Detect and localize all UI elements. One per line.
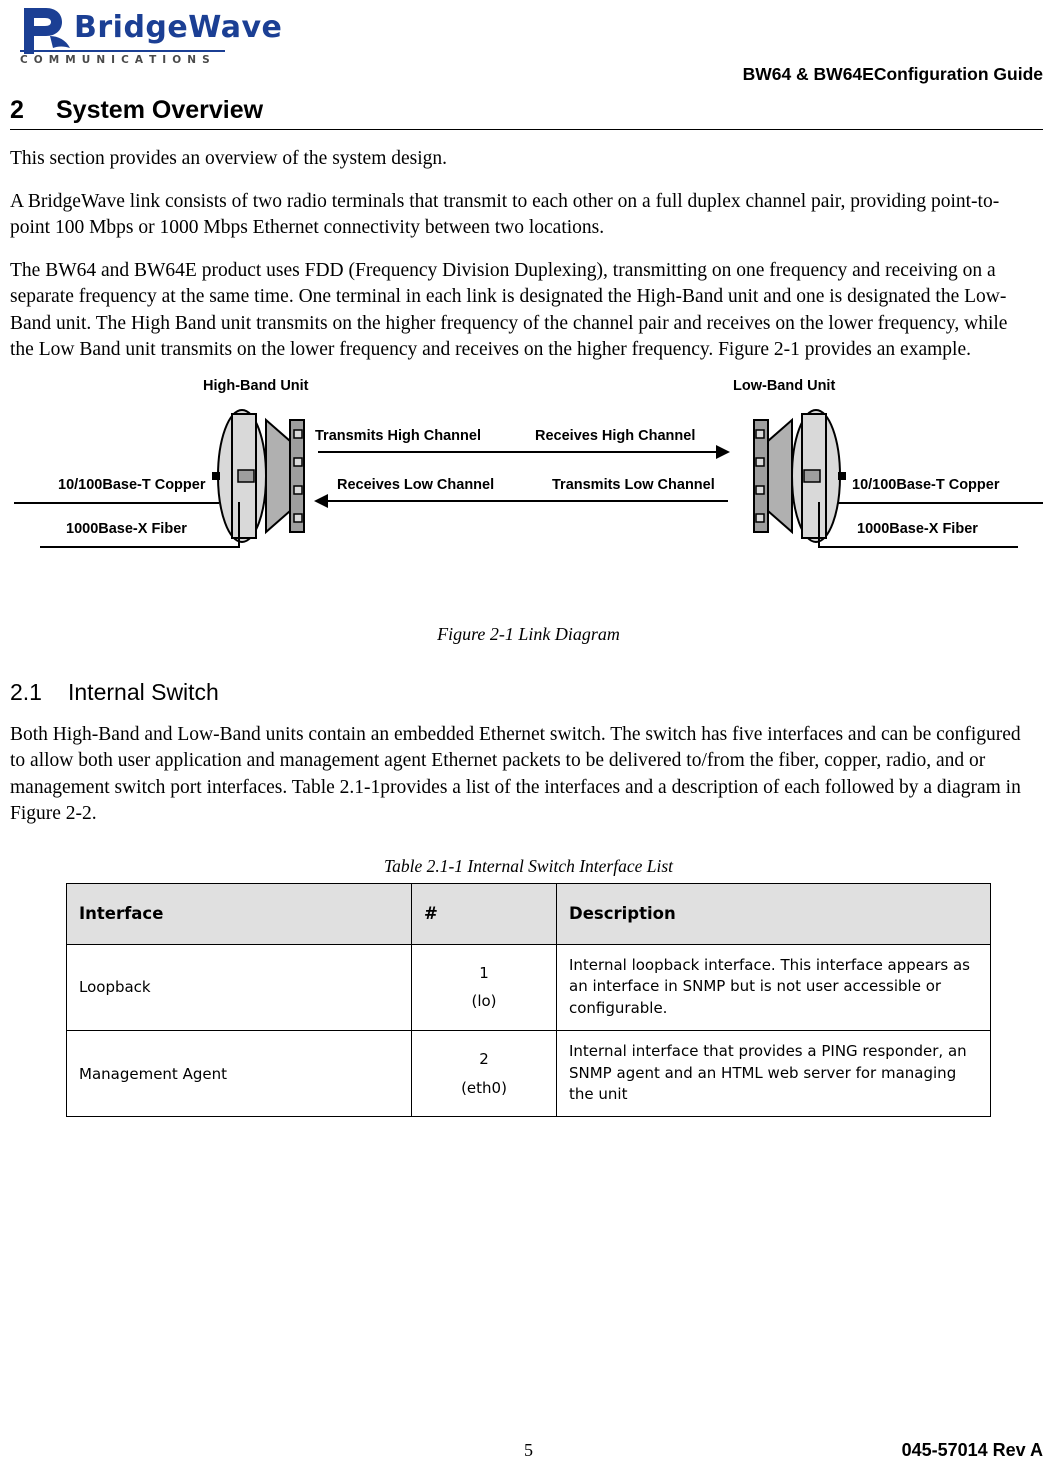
- table-header-number: #: [412, 883, 557, 944]
- header-document-title: BW64 & BW64EConfiguration Guide: [742, 64, 1043, 84]
- paragraph-1: This section provides an overview of the system design.: [10, 148, 448, 169]
- bridgewave-logo: [12, 4, 283, 86]
- figure-transmits-low-label: Transmits Low Channel: [552, 476, 715, 493]
- figure-caption: Figure 2-1 Link Diagram: [437, 623, 620, 644]
- right-fiber-riser: [818, 502, 820, 548]
- paragraph-2: A BridgeWave link consists of two radio terminals that transmit to each other on a full duplex channel pair, providing point-to-point 100 Mbps or 1000 Mbps Ethernet connectivity between two locations.: [10, 190, 1000, 239]
- footer-document-id: 045-57014 Rev A: [901, 1440, 1043, 1460]
- subsection-title: Internal Switch: [68, 678, 219, 705]
- left-fiber-line: [40, 546, 240, 548]
- cell-number-value: 1: [479, 963, 489, 982]
- table-row: [67, 944, 991, 1030]
- logo-underline: [20, 50, 225, 52]
- logo-wordmark: BridgeWave: [74, 10, 283, 45]
- figure-high-band-label: High-Band Unit: [203, 377, 309, 394]
- table-header-row: [67, 883, 991, 944]
- figure-left-fiber-label: 1000Base-X Fiber: [66, 520, 187, 537]
- cell-interface-description: Internal interface that provides a PING responder, an SNMP agent and an HTML web server for managing the unit: [557, 1030, 991, 1116]
- cell-interface-name: Loopback: [67, 944, 412, 1030]
- cell-number-alias: (lo): [471, 992, 497, 1011]
- arrow-low-channel-line: [328, 500, 728, 502]
- left-fiber-riser: [238, 502, 240, 548]
- logo-mark-icon: [20, 6, 72, 56]
- figure-low-band-label: Low-Band Unit: [733, 377, 836, 394]
- table-caption: Table 2.1-1 Internal Switch Interface List: [383, 855, 674, 876]
- cell-number-alias: (eth0): [461, 1078, 507, 1097]
- paragraph-3: The BW64 and BW64E product uses FDD (Frequency Division Duplexing), transmitting on one frequency and receiving on a separate frequency at the same time. One terminal in each link is designated the High-Band unit and one is designated the Low-Band unit. The High Band unit transmits on the higher frequency of the channel pair and receives on the lower frequency, while the Low Band unit transmits on the lower frequency and receives on the higher frequency. Figure 2-1 provides an example.: [10, 259, 1008, 361]
- page-footer: [0, 1440, 1057, 1466]
- cell-interface-number: [412, 1030, 557, 1116]
- footer-page-number: 5: [524, 1440, 533, 1460]
- arrow-high-channel-head: [716, 445, 730, 459]
- arrow-low-channel-head: [314, 494, 328, 508]
- section-number: 2: [10, 96, 24, 124]
- figure-left-copper-label: 10/100Base-T Copper: [58, 476, 206, 493]
- table-row: [67, 1030, 991, 1116]
- subsection-heading: [10, 679, 1047, 706]
- section-heading: [10, 96, 1043, 130]
- table-header-interface: Interface: [67, 883, 412, 944]
- cell-interface-number: [412, 944, 557, 1030]
- right-copper-line: [838, 502, 1043, 504]
- section-title: System Overview: [56, 96, 264, 124]
- page-header: [0, 0, 1057, 96]
- cell-interface-name: Management Agent: [67, 1030, 412, 1116]
- internal-switch-interface-table: [66, 883, 991, 1118]
- table-header-description: Description: [557, 883, 991, 944]
- subsection-paragraph: Both High-Band and Low-Band units contain an embedded Ethernet switch. The switch has five interfaces and can be configured to allow both user application and management agent Ethernet packets to be delivered to/from the fiber, copper, radio, and or management switch port interfaces. Table 2.1-1provides a list of the interfaces and a description of each followed by a diagram in Figure 2-2.: [10, 723, 1021, 825]
- left-antenna-dish: [212, 406, 322, 546]
- logo-subtitle: C O M M U N I C A T I O N S: [20, 54, 211, 66]
- subsection-number: 2.1: [10, 678, 42, 705]
- left-copper-line: [14, 502, 219, 504]
- figure-receives-high-label: Receives High Channel: [535, 427, 696, 444]
- cell-interface-description: Internal loopback interface. This interface appears as an interface in SNMP but is not user accessible or configurable.: [557, 944, 991, 1030]
- figure-receives-low-label: Receives Low Channel: [337, 476, 495, 493]
- figure-right-fiber-label: 1000Base-X Fiber: [857, 520, 978, 537]
- link-diagram-figure: [0, 378, 1057, 618]
- cell-number-value: 2: [479, 1050, 489, 1069]
- figure-transmits-high-label: Transmits High Channel: [315, 427, 481, 444]
- arrow-high-channel-line: [318, 451, 718, 453]
- right-antenna-dish: [736, 406, 846, 546]
- figure-right-copper-label: 10/100Base-T Copper: [852, 476, 1000, 493]
- right-fiber-line: [818, 546, 1018, 548]
